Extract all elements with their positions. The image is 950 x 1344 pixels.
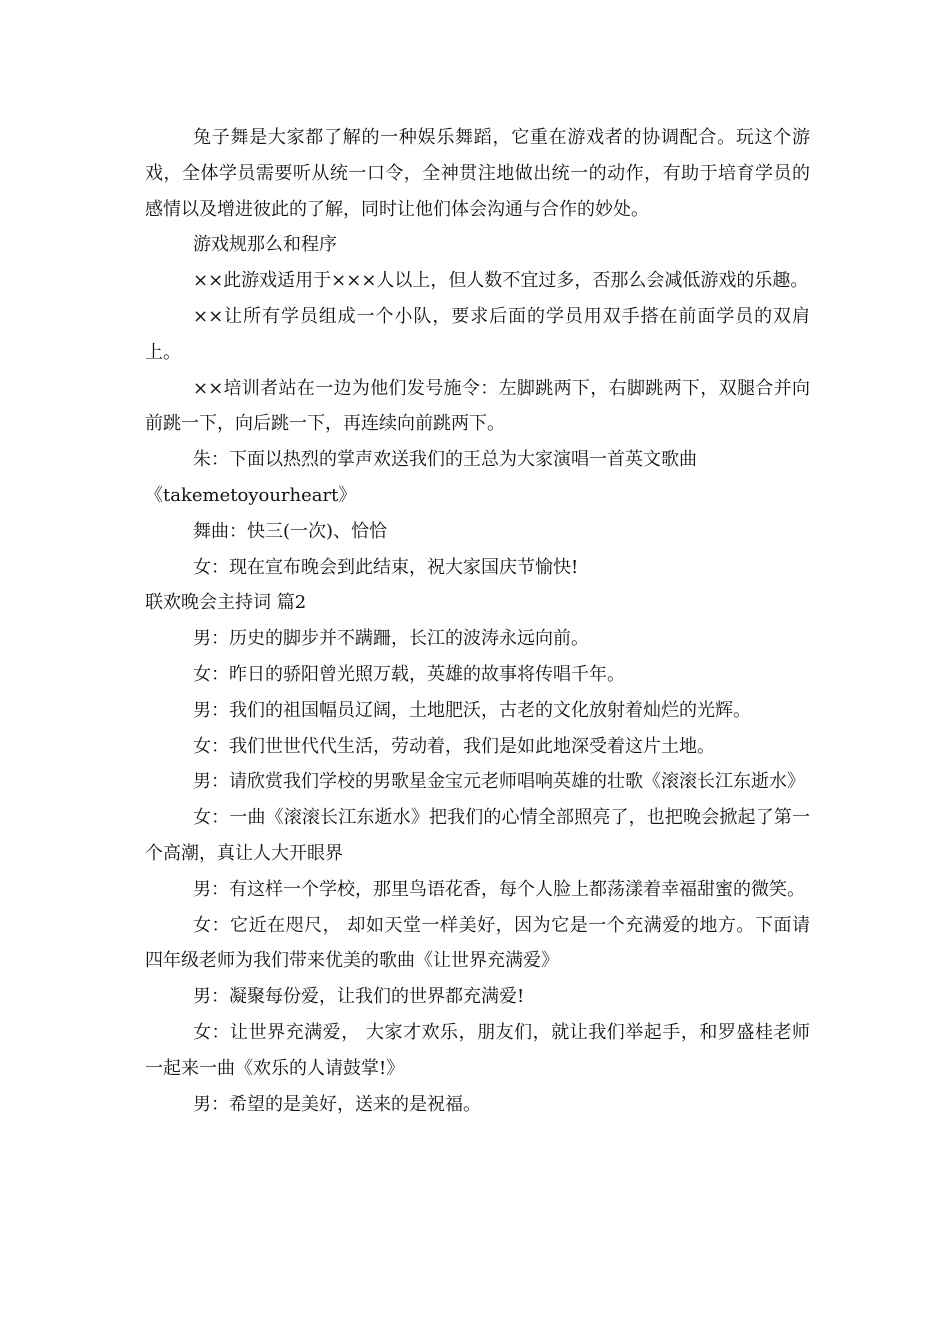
paragraph: 女：一曲《滚滚长江东逝水》把我们的心情全部照亮了，也把晚会掀起了第一个高潮，真让人大开眼界 [145,807,810,864]
paragraph: 女：我们世世代代生活，劳动着，我们是如此地深受着这片土地。 [193,735,715,757]
paragraph: 朱：下面以热烈的掌声欢送我们的王总为大家演唱一首英文歌曲 [193,449,697,471]
paragraph: 男：请欣赏我们学校的男歌星金宝元老师唱响英雄的壮歌《滚滚长江东逝水》 [193,771,805,793]
paragraph: ××让所有学员组成一个小队，要求后面的学员用双手搭在前面学员的双肩上。 [145,305,810,363]
paragraph: ××培训者站在一边为他们发号施令：左脚跳两下，右脚跳两下，双腿合并向前跳一下，向后跳一下，再连续向前跳两下。 [145,377,810,435]
paragraph-song-title: 《takemetoyourheart》 [145,484,357,506]
paragraph: 男：我们的祖国幅员辽阔，土地肥沃，古老的文化放射着灿烂的光辉。 [193,699,751,721]
paragraph: 舞曲：快三(一次)、恰恰 [193,520,388,542]
section-heading: 游戏规那么和程序 [193,234,337,256]
paragraph: 兔子舞是大家都了解的一种娱乐舞蹈，它重在游戏者的协调配合。玩这个游戏，全体学员需要听从统一口令，全神贯注地做出统一的动作，有助于培育学员的感情以及增进彼此的了解，同时让他们体会沟通与合作的妙处。 [145,127,810,220]
chapter-heading: 联欢晚会主持词 篇2 [145,592,307,614]
paragraph: 女：昨日的骄阳曾光照万载，英雄的故事将传唱千年。 [193,663,625,685]
paragraph: 男：有这样一个学校，那里鸟语花香，每个人脸上都荡漾着幸福甜蜜的微笑。 [193,878,805,900]
document-body [145,120,810,1122]
paragraph: 女：它近在咫尺， 却如天堂一样美好，因为它是一个充满爱的地方。下面请四年级老师为我们带来优美的歌曲《让世界充满爱》 [145,914,810,972]
paragraph: 男：希望的是美好，送来的是祝福。 [193,1093,481,1115]
paragraph: 女：现在宣布晚会到此结束，祝大家国庆节愉快! [193,556,579,578]
paragraph: 男：历史的脚步并不蹒跚，长江的波涛永远向前。 [193,628,589,650]
paragraph: 女：让世界充满爱， 大家才欢乐，朋友们，就让我们举起手，和罗盛桂老师一起来一曲《欢乐的人请鼓掌!》 [145,1021,810,1079]
paragraph: 男：凝聚每份爱，让我们的世界都充满爱! [193,986,525,1008]
paragraph: ××此游戏适用于×××人以上，但人数不宜过多，否那么会减低游戏的乐趣。 [193,270,809,292]
